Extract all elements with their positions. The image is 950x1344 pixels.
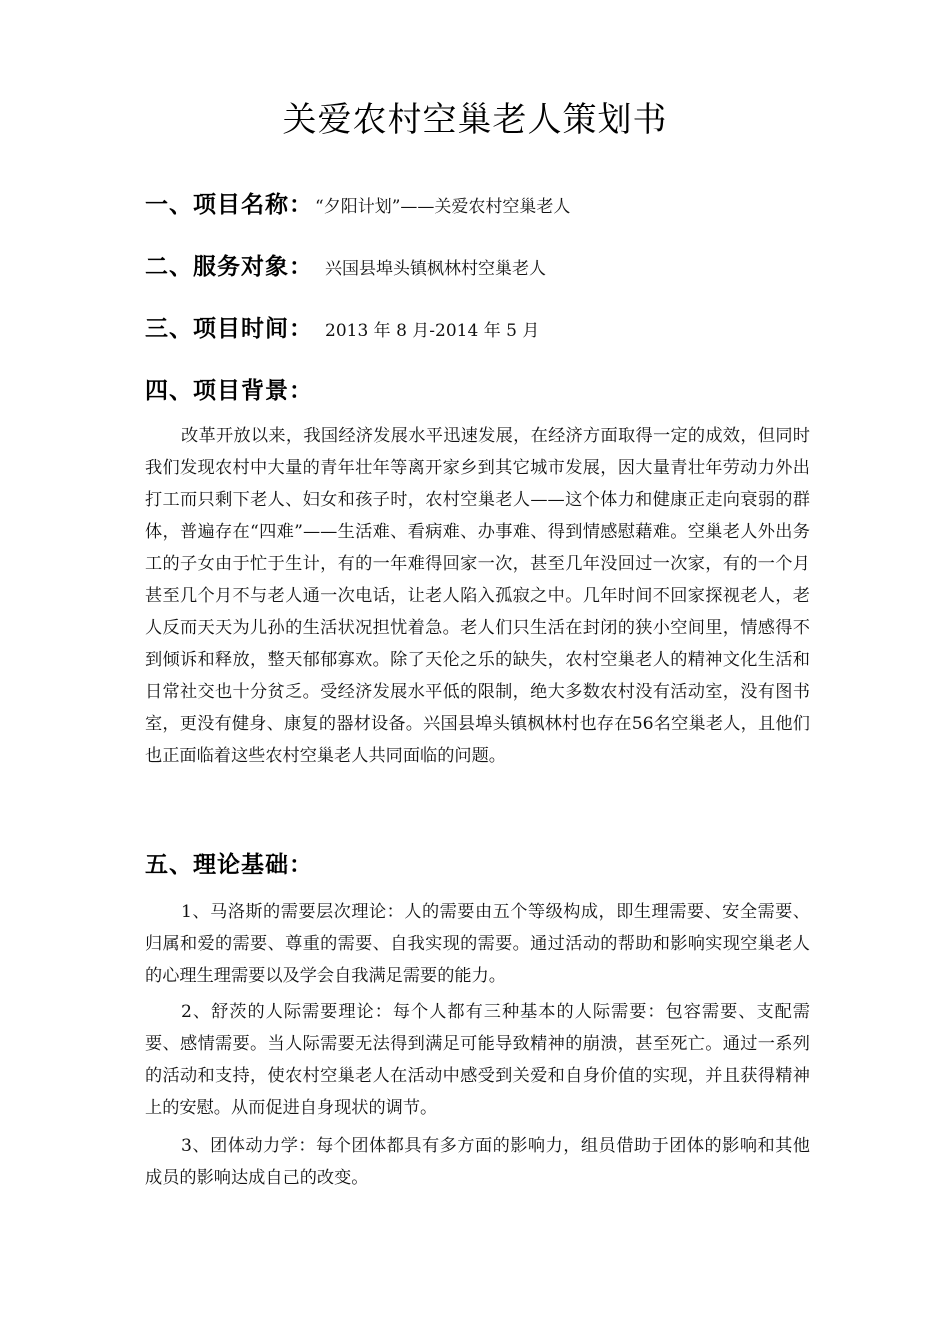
theory-paragraph-2: 2、舒茨的人际需要理论：每个人都有三种基本的人际需要：包容需要、支配需要、感情需要。当人际需要无法得到满足可能导致精神的崩溃，甚至死亡。通过一系列的活动和支持，使农村空巢老人在活动中感受到关爱和自身价值的实现，并且获得精神上的安慰。从而促进自身现状的调节。 <box>145 1002 810 1118</box>
section-project-background <box>145 372 313 412</box>
background-paragraph: 改革开放以来，我国经济发展水平迅速发展，在经济方面取得一定的成效，但同时我们发现农村中大量的青年壮年等离开家乡到其它城市发展，因大量青壮年劳动力外出打工而只剩下老人、妇女和孩子时，农村空巢老人——这个体力和健康正走向衰弱的群体，普遍存在“四难”——生活难、看病难、办事难、得到情感慰藉难。空巢老人外出务工的子女由于忙于生计，有的一年难得回家一次，甚至几年没回过一次家，有的一个月甚至几个月不与老人通一次电话，让老人陷入孤寂之中。几年时间不回家探视老人，老人反而天天为儿孙的生活状况担忧着急。老人们只生活在封闭的狭小空间里，情感得不到倾诉和释放，整天郁郁寡欢。除了天伦之乐的缺失，农村空巢老人的精神文化生活和日常社交也十分贫乏。受经济发展水平低的限制，绝大多数农村没有活动室，没有图书室，更没有健身、康复的器材设备。兴国县埠头镇枫林村也存在56名空巢老人，且他们也正面临着这些农村空巢老人共同面临的问题。 <box>145 426 810 766</box>
theory-paragraph-3: 3、团体动力学：每个团体都具有多方面的影响力，组员借助于团体的影响和其他成员的影响达成自己的改变。 <box>145 1136 810 1188</box>
project-name-value: “夕阳计划”——关爱农村空巢老人 <box>315 197 571 217</box>
section-project-time <box>145 310 539 350</box>
section-theory <box>145 846 313 886</box>
section-project-name <box>145 186 570 226</box>
project-time-value: 2013 年 8 月-2014 年 5 月 <box>325 321 540 341</box>
section-heading: 四、项目背景： <box>145 378 313 404</box>
section-heading: 五、理论基础： <box>145 852 313 878</box>
document-title: 关爱农村空巢老人策划书 <box>282 100 668 140</box>
section-heading: 二、服务对象： <box>145 254 313 280</box>
service-target-value: 兴国县埠头镇枫林村空巢老人 <box>325 259 546 279</box>
section-heading: 三、项目时间： <box>145 316 313 342</box>
section-service-target <box>145 248 546 288</box>
section-heading: 一、项目名称： <box>145 192 313 218</box>
theory-paragraph-1: 1、马洛斯的需要层次理论：人的需要由五个等级构成，即生理需要、安全需要、归属和爱的需要、尊重的需要、自我实现的需要。通过活动的帮助和影响实现空巢老人的心理生理需要以及学会自我满足需要的能力。 <box>145 902 810 986</box>
